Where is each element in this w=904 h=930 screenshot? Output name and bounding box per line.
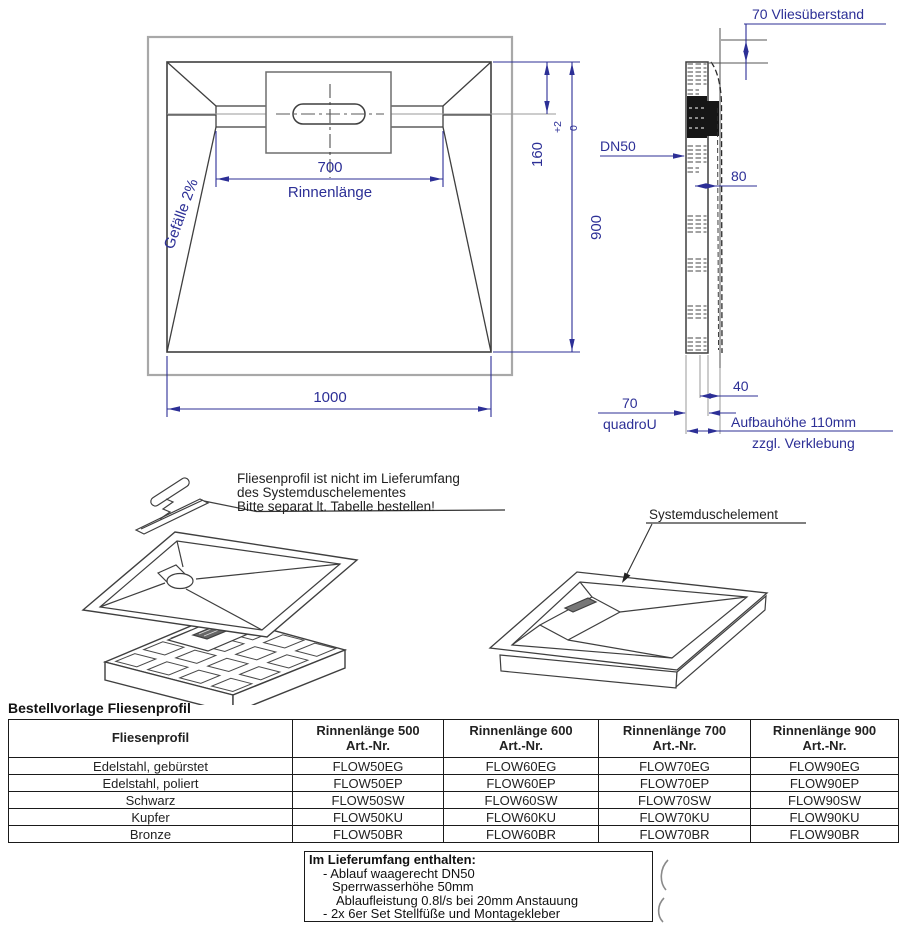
art-nr-cell: FLOW70BR	[599, 826, 751, 843]
tolerance-zero-label: 0	[568, 125, 580, 131]
note-line-3: Bitte separat lt. Tabelle bestellen!	[237, 499, 435, 514]
art-nr-cell: FLOW70EG	[599, 758, 751, 775]
art-nr-cell: FLOW90KU	[751, 809, 899, 826]
art-nr-cell: FLOW60KU	[444, 809, 599, 826]
art-nr-cell: FLOW50EP	[293, 775, 444, 792]
technical-drawing	[0, 0, 904, 460]
drain-body-blob	[687, 96, 719, 138]
isometric-view	[490, 572, 767, 688]
table-row	[9, 809, 899, 826]
art-nr-cell: FLOW90BR	[751, 826, 899, 843]
order-table	[8, 719, 899, 843]
handwritten-marks	[652, 856, 678, 926]
art-nr-cell: FLOW60EP	[444, 775, 599, 792]
table-title: Bestellvorlage Fliesenprofil	[8, 700, 191, 716]
included-in-delivery-box	[304, 851, 653, 922]
art-nr-cell: FLOW60SW	[444, 792, 599, 809]
dn50-label: DN50	[600, 138, 636, 154]
art-nr-cell: FLOW50SW	[293, 792, 444, 809]
art-nr-cell: FLOW70KU	[599, 809, 751, 826]
table-row	[9, 775, 899, 792]
dim-80-label: 80	[731, 168, 747, 184]
dim-40-label: 40	[733, 378, 749, 394]
included-box-title: Im Lieferumfang enthalten:	[309, 852, 476, 867]
row-label: Edelstahl, poliert	[9, 775, 293, 792]
side-view-dim-arrows	[673, 41, 749, 434]
row-label: Kupfer	[9, 809, 293, 826]
included-line: Ablaufleistung 0.8l/s bei 20mm Anstauung	[336, 892, 579, 908]
art-nr-cell: FLOW50KU	[293, 809, 444, 826]
table-header-row	[9, 720, 899, 758]
table-row	[9, 792, 899, 809]
col-header-rinnenlaenge-700: Rinnenlänge 700 Art.-Nr.	[599, 720, 751, 758]
col-header-rinnenlaenge-500: Rinnenlänge 500 Art.-Nr.	[293, 720, 444, 758]
col-header-rinnenlaenge-600: Rinnenlänge 600 Art.-Nr.	[444, 720, 599, 758]
art-nr-cell: FLOW50EG	[293, 758, 444, 775]
dim-70-label: 70	[622, 395, 638, 411]
dim-160-label: 160	[529, 141, 546, 167]
side-view-dimensions	[598, 24, 893, 431]
side-view-dim-labels	[600, 6, 864, 451]
art-nr-cell: FLOW70SW	[599, 792, 751, 809]
note-line-2: des Systemduschelementes	[237, 485, 406, 500]
zzgl-verklebung-label: zzgl. Verklebung	[752, 435, 855, 451]
art-nr-cell: FLOW90EP	[751, 775, 899, 792]
side-view	[686, 28, 768, 434]
gefaelle-label: Gefälle 2%	[160, 176, 202, 252]
table-row	[9, 758, 899, 775]
tile-profile-pieces	[136, 476, 208, 534]
row-label: Bronze	[9, 826, 293, 843]
art-nr-cell: FLOW90SW	[751, 792, 899, 809]
quadro-label: quadroU	[603, 416, 657, 432]
systemduschelement-label: Systemduschelement	[649, 507, 779, 522]
art-nr-cell: FLOW60EG	[444, 758, 599, 775]
dim-700-label: 700	[317, 159, 343, 176]
included-line: Sperrwasserhöhe 50mm	[332, 879, 474, 895]
bottom-extension-lines	[686, 355, 720, 434]
art-nr-cell: FLOW90EG	[751, 758, 899, 775]
exploded-note	[237, 471, 460, 514]
included-line: - 2x 6er Set Stellfüße und Montagekleber	[323, 906, 561, 922]
art-nr-cell: FLOW70EP	[599, 775, 751, 792]
note-line-1: Fliesenprofil ist nicht im Lieferumfang	[237, 471, 460, 486]
iso-label-group	[622, 507, 806, 583]
col-header-fliesenprofil: Fliesenprofil	[9, 720, 293, 758]
tray-sheet	[83, 532, 357, 637]
aufbauhoehe-label: Aufbauhöhe 110mm	[731, 414, 857, 430]
art-nr-cell: FLOW50BR	[293, 826, 444, 843]
row-label: Schwarz	[9, 792, 293, 809]
col-header-rinnenlaenge-900: Rinnenlänge 900 Art.-Nr.	[751, 720, 899, 758]
vliesueberstand-label: 70 Vliesüberstand	[752, 6, 865, 22]
art-nr-cell: FLOW60BR	[444, 826, 599, 843]
assembly-views	[0, 455, 904, 705]
row-label: Edelstahl, gebürstet	[9, 758, 293, 775]
included-line: - Ablauf waagerecht DN50	[323, 865, 475, 881]
tolerance-plus-label: +2	[552, 121, 564, 133]
rinnenlaenge-label: Rinnenlänge	[287, 184, 373, 201]
dim-1000-label: 1000	[313, 389, 347, 406]
dim-900-label: 900	[588, 214, 605, 240]
table-row	[9, 826, 899, 843]
